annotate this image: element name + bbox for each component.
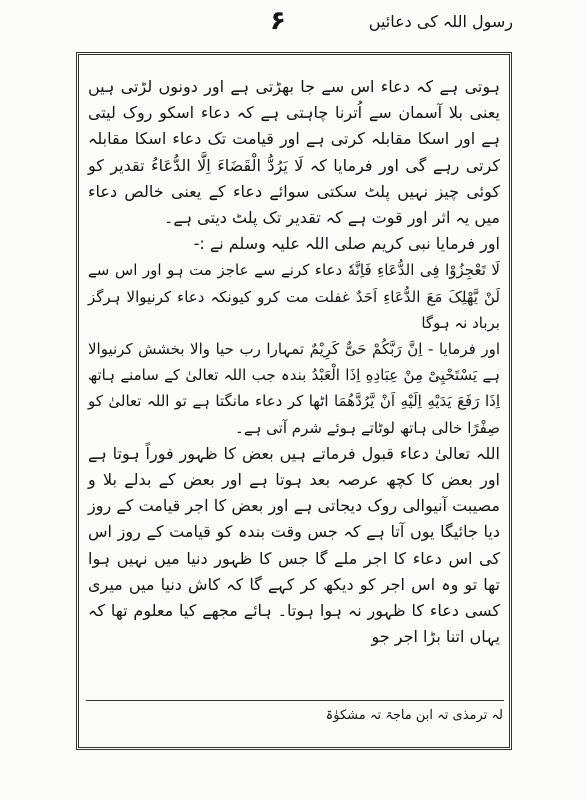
footnote-divider [86, 700, 504, 701]
footnote-references: لہ ترمذی تہ ابن ماجۃ تہ مشکوٰۃ [325, 708, 503, 723]
hadith-lord-is-modest: اور فرمایا - اِنَّ رَبَّکُمْ حَیٌّ کَرِیْمٌ تمہارا رب حیا والا بخشش کرنیوالا ہے یَسْتَحْیِیْ مِنْ عِبَادِهِ اِذَا الْعَبْدُ بندہ جب اللہ تعالیٰ کے سامنے ہاتھ اِذَا رَفَعَ یَدَیْهِ اِلَیْهِ اَنْ یَّرُدَّهُمَا اٹھا کر دعاء مانگتا ہے تو اللہ تعالیٰ کو صِفْرًا خالی ہاتھ لوٹاتے ہوئے شرم آتی ہے۔ [88, 340, 500, 437]
paragraph-prophet-said: اور فرمایا نبی کریم صلی اللہ علیہ وسلم نے :- [193, 234, 500, 254]
page-number: ۶ [270, 6, 286, 36]
book-title: رسول اللہ کی دعائیں [368, 12, 513, 31]
paragraph-dua-meets-affliction: ہوتی ہے کہ دعاء اس سے جا بھڑتی ہے اور دونوں لڑتی ہیں یعنی بلا آسمان سے اُترنا چاہتی ہے کہ دعاء اسکو روک لیتی ہے اور اسکا مقابلہ کرتی ہے اور قیامت تک دعاء اسکا مقابلہ کرتی رہے گی اور فرمایا کہ لَا یَرُدُّ الْقَضَاءَ اِلَّا الدُّعَاءُ تقدیر کو کوئی چیز نہیں پلٹ سکتی سوائے دعاء کے یعنی خالص دعاء میں یہ اثر اور قوت ہے کہ تقدیر تک پلٹ دیتی ہے۔ [88, 77, 500, 228]
hadith-do-not-tire: لَا تَعْجِزُوْا فِی الدُّعَاءِ فَاِنَّهٗ دعاء کرنے سے عاجز مت ہو اور اس سے لَنْ یَّهْلِکَ مَعَ الدُّعَاءِ اَحَدٌ غفلت مت کرو کیونکہ دعاء کرنیوالا ہرگز برباد نہ ہوگا [88, 261, 500, 332]
paragraph-dua-accepted: اللہ تعالیٰ دعاء قبول فرماتے ہیں بعض کا ظہور فوراً ہوتا ہے اور بعض کا کچھ عرصہ بعد ہوتا ہے اور بعض کے بدلے بلا و مصیبت آنیوالی روک دیجاتی ہے اور بعض کا اجر قیامت کے روز دیا جائیگا یوں آتا ہے کہ جس وقت بندہ کو قیامت کے روز اس کی اس دعاء کا اجر ملے گا جس کا ظہور دنیا میں نہیں ہوا تھا تو وہ اس اجر کو دیکھ کر کہے گا کہ کاش دنیا میں میری کسی دعاء کا ظہور نہ ہوا ہوتا۔ ہائے مجھے کیا معلوم تھا کہ یہاں اتنا بڑا اجر جو [88, 443, 500, 647]
main-text [88, 74, 500, 650]
page-header [0, 6, 585, 50]
